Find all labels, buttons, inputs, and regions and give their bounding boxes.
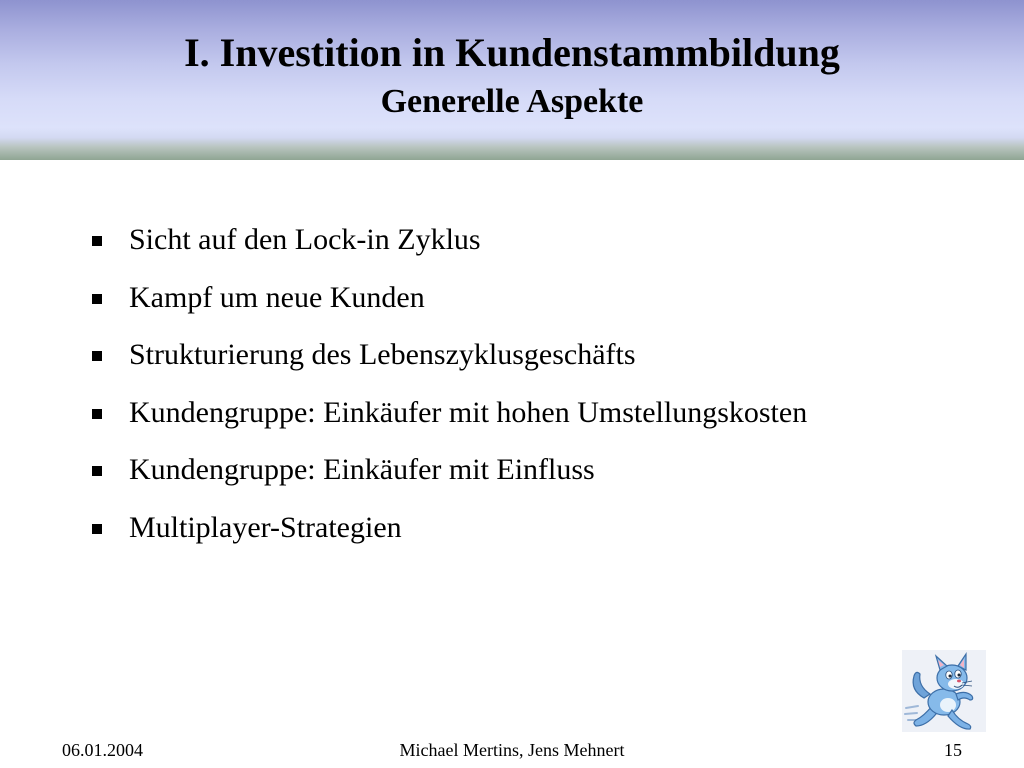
slide-title: I. Investition in Kundenstammbildung xyxy=(184,30,840,75)
square-bullet-icon xyxy=(92,524,102,534)
bullet-text: Strukturierung des Lebenszyklusgeschäfts xyxy=(129,338,636,371)
footer-date: 06.01.2004 xyxy=(62,740,143,760)
bullet-item xyxy=(88,506,1008,564)
slide-subtitle: Generelle Aspekte xyxy=(380,83,644,120)
title-banner xyxy=(0,0,1024,160)
square-bullet-icon xyxy=(92,236,102,246)
bullet-list xyxy=(88,218,1008,563)
bullet-item xyxy=(88,276,1008,334)
square-bullet-icon xyxy=(92,466,102,476)
cartoon-cat-running-icon xyxy=(902,650,986,732)
bullet-item xyxy=(88,448,1008,506)
bullet-item xyxy=(88,333,1008,391)
bullet-text: Kundengruppe: Einkäufer mit hohen Umstellungskosten xyxy=(129,395,808,429)
bullet-text: Kampf um neue Kunden xyxy=(129,280,425,314)
square-bullet-icon xyxy=(92,409,102,419)
bullet-text: Kundengruppe: Einkäufer mit Einfluss xyxy=(129,453,595,486)
bullet-item xyxy=(88,218,1008,276)
bullet-text: Multiplayer-Strategien xyxy=(129,510,402,544)
square-bullet-icon xyxy=(92,294,102,304)
bullet-text: Sicht auf den Lock-in Zyklus xyxy=(129,223,481,256)
page-number: 15 xyxy=(944,740,962,760)
square-bullet-icon xyxy=(92,351,102,361)
bullet-item xyxy=(88,391,1008,449)
footer-authors: Michael Mertins, Jens Mehnert xyxy=(399,740,625,760)
